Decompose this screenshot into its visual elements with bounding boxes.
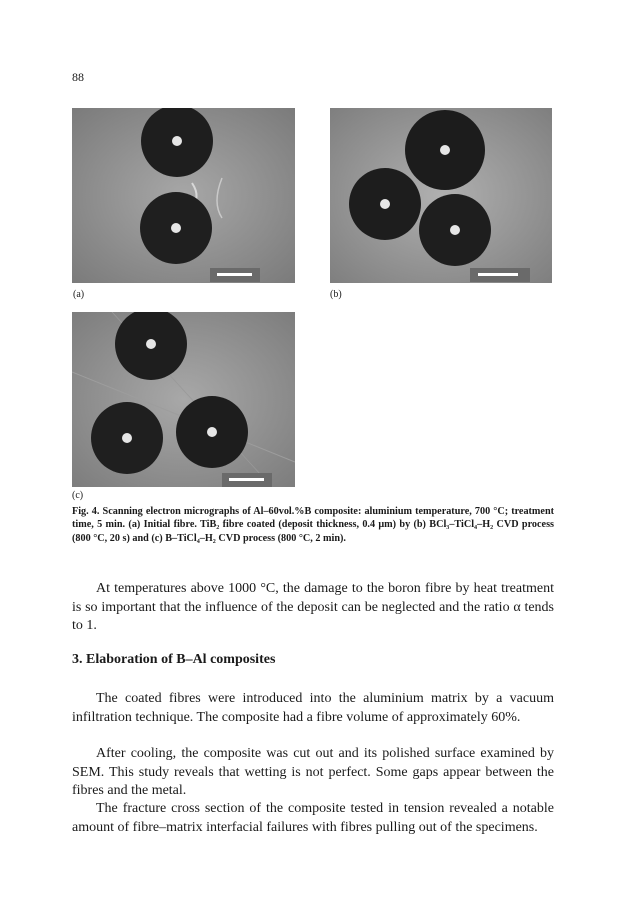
micrograph-b bbox=[330, 108, 552, 283]
section-heading: 3. Elaboration of B–Al composites bbox=[72, 652, 276, 667]
body-paragraph-3: After cooling, the composite was cut out and its polished surface examined by SEM. This study reveals that wetting is not perfect. Some gaps appear between the fibres and the metal. bbox=[72, 746, 554, 798]
micrograph-c bbox=[72, 312, 295, 487]
micrograph-a bbox=[72, 108, 295, 283]
panel-label-a: (a) bbox=[73, 289, 85, 300]
body-paragraph-4: The fracture cross section of the composite tested in tension revealed a notable amount of fibre–matrix interfacial failures with fibres pulling out of the specimens. bbox=[72, 801, 554, 835]
panel-label-c-visible: (c) bbox=[72, 490, 84, 501]
page-number: 88 bbox=[72, 70, 84, 84]
body-paragraph-1: At temperatures above 1000 °C, the damage to the boron fibre by heat treatment is so important that the influence of the deposit can be neglected and the ratio α tends to 1. bbox=[72, 581, 554, 633]
caption-text: Fig. 4. Scanning electron micrographs of Al–60vol.%B composite: aluminium temperature, 700 °C; treatment time, 5 min. (a) Initial fibre. TiB₂ fibre coated (deposit thickness, 0.4 μm) by (b) BCl₃–TiCl₄–H₂ CVD process (800 °C, 20 s) and (c) B–TiCl₄–H₂ CVD process (800 °C, 2 min). bbox=[72, 505, 554, 544]
panel-label-b: (b) bbox=[330, 289, 342, 300]
body-paragraph-2: The coated fibres were introduced into the aluminium matrix by a vacuum infiltration technique. The composite had a fibre volume of approximately 60%. bbox=[72, 691, 554, 725]
figure-caption bbox=[72, 490, 554, 545]
